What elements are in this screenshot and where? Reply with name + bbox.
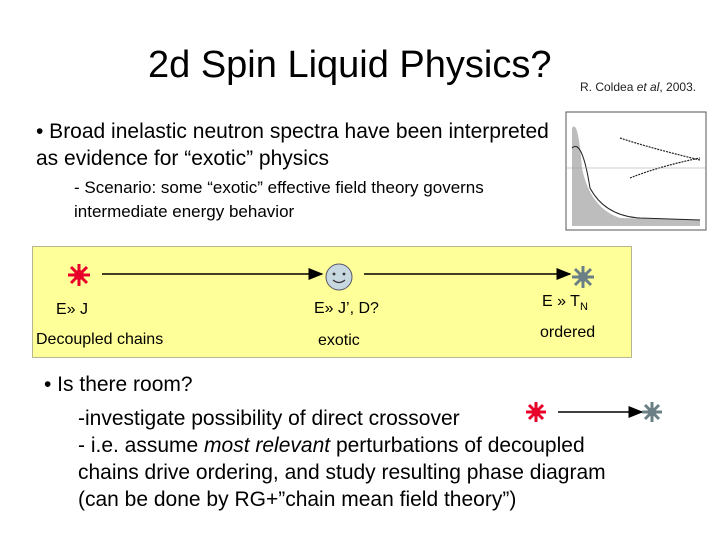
mid-energy-label: E» J’, D?	[314, 300, 379, 317]
slide-title: 2d Spin Liquid Physics?	[148, 44, 552, 86]
line-investigate: -investigate possibility of direct crossover	[78, 407, 460, 430]
citation: R. Coldea et al, 2003.	[580, 80, 697, 94]
gray-star-icon	[570, 264, 596, 290]
smiley-icon	[324, 262, 354, 292]
line-chains: chains drive ordering, and study resulting phase diagram	[78, 461, 606, 484]
left-state-label: Decoupled chains	[36, 331, 164, 348]
right-energy-label: E » $T_N$	[542, 293, 588, 314]
red-star-icon	[66, 262, 92, 288]
mid-state-label: exotic	[318, 332, 360, 349]
right-state-label: ordered	[540, 324, 596, 341]
bullet-neutron-spectra: • Broad inelastic neutron spectra have been interpreted as evidence for “exotic” physics	[36, 120, 549, 170]
bullet-is-there-room: • Is there room?	[44, 373, 193, 396]
line-assume: - i.e. assume most relevant perturbations of decoupled	[78, 434, 585, 457]
line-rg: (can be done by RG+”chain mean field theory”)	[78, 488, 517, 511]
neutron-spectra-figure	[560, 108, 712, 240]
direct-crossover-arrow	[556, 400, 646, 424]
gray-star-icon-small	[640, 400, 664, 424]
sub-bullet-scenario: - Scenario: some “exotic” effective field theory governs intermediate energy behavior	[74, 178, 484, 221]
red-star-icon-small	[524, 400, 548, 424]
left-energy-label: E» J	[56, 301, 89, 318]
